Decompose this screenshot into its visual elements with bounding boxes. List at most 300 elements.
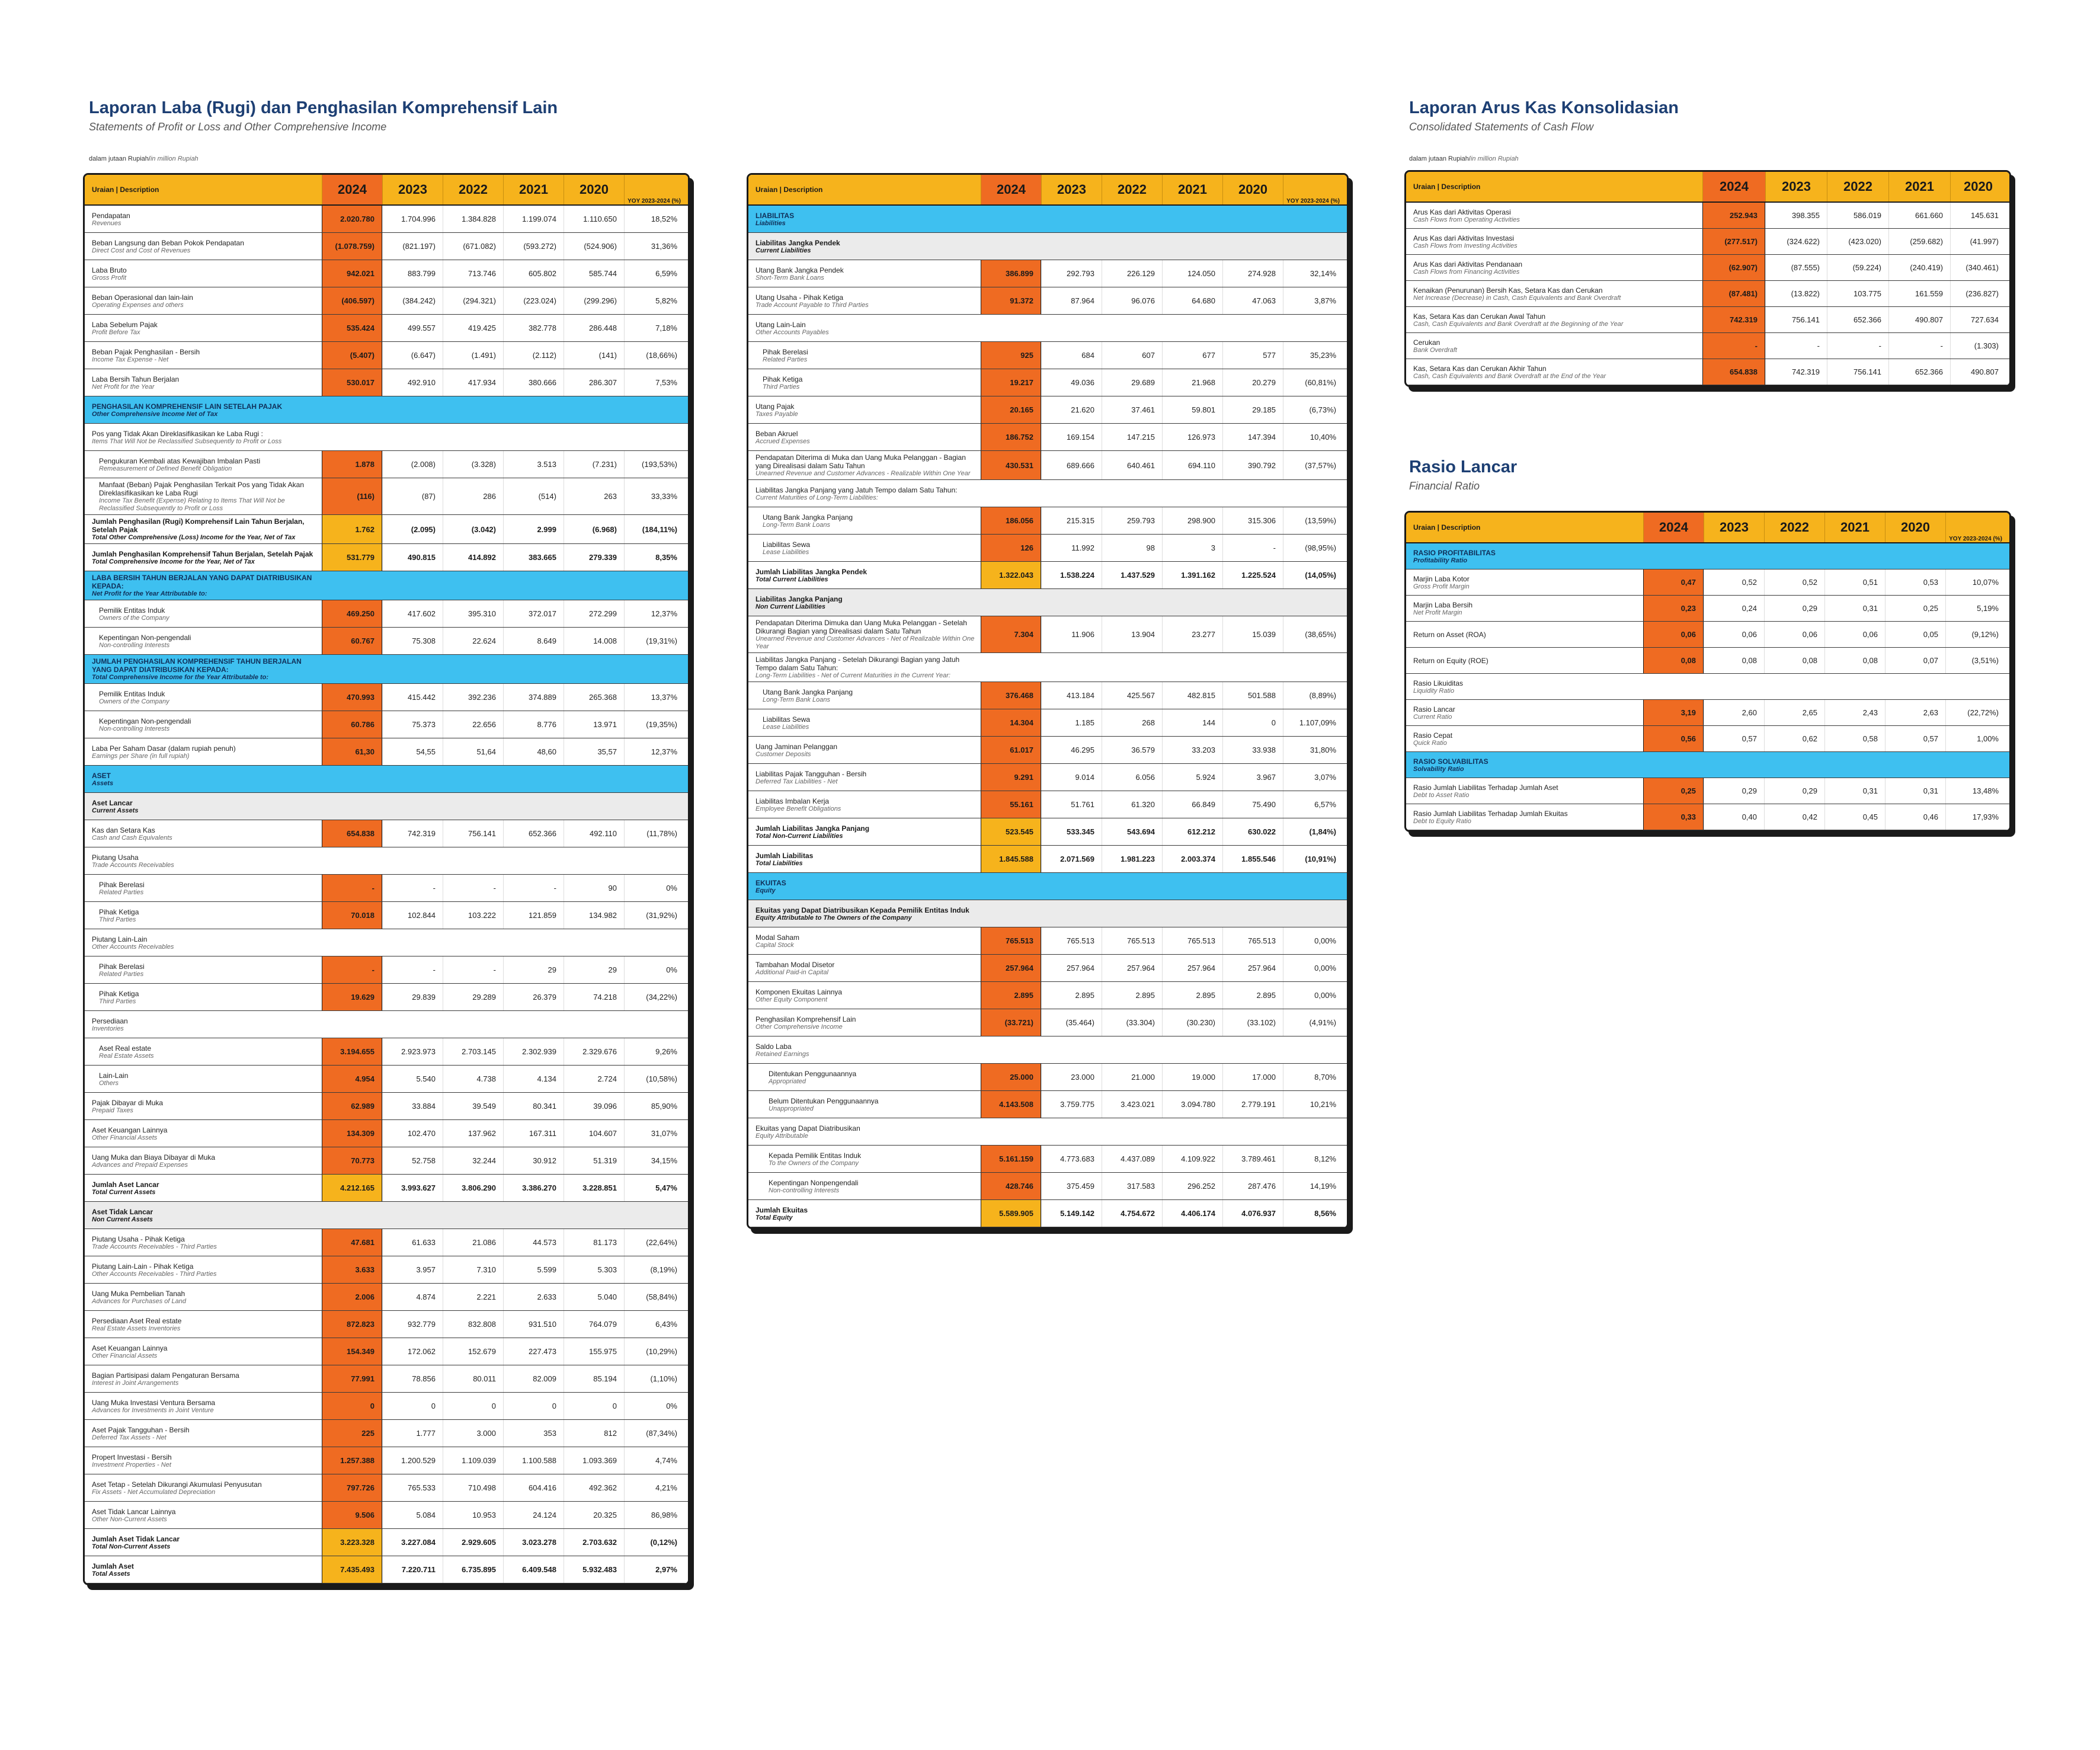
- value-col-3: 1.109.039: [443, 1447, 503, 1474]
- row-label-id: Return on Asset (ROA): [1413, 631, 1486, 639]
- table-row: [1406, 648, 2009, 674]
- value-col-5: 20.279: [1222, 369, 1283, 396]
- header-col-5: 2020: [1885, 513, 1945, 542]
- row-description: [1406, 752, 1643, 778]
- value-col-6: 13,37%: [624, 684, 684, 711]
- row-description: [1406, 229, 1702, 254]
- row-label-id: Rasio Lancar: [1413, 705, 1455, 714]
- table-row: [748, 589, 1347, 616]
- value-col-6: 2,97%: [624, 1556, 684, 1583]
- value-col-5: 5.040: [564, 1284, 624, 1310]
- section-header-row: [85, 766, 688, 793]
- row-label-id: Liabilitas Imbalan Kerja: [756, 796, 830, 805]
- value-col-6: 6,43%: [624, 1311, 684, 1338]
- row-description: [748, 1009, 981, 1036]
- value-col-2: 5.540: [382, 1066, 443, 1092]
- row-description: [1406, 570, 1643, 595]
- row-label-id: Ditentukan Penggunaannya: [769, 1069, 857, 1078]
- value-2024: 126: [981, 535, 1041, 561]
- header-col-4: 2021: [1888, 172, 1950, 201]
- value-2024: 186.752: [981, 424, 1041, 450]
- row-label-en: Non-controlling Interests: [99, 641, 170, 649]
- row-label-en: Total Other Comprehensive (Loss) Income for the Year, Net of Tax: [92, 534, 296, 541]
- row-description: [85, 1011, 322, 1038]
- row-description: [85, 315, 322, 341]
- value-col-3: 425.567: [1102, 682, 1162, 709]
- row-label-en: Non-controlling Interests: [99, 725, 170, 732]
- row-description: [748, 682, 981, 709]
- ratio-title: Rasio Lancar: [1409, 458, 1518, 476]
- value-col-5: 35,57: [564, 738, 624, 765]
- row-label-id: Pemilik Entitas Induk: [99, 689, 165, 698]
- row-description: [748, 737, 981, 763]
- value-col-5: [564, 929, 624, 956]
- table-row: [1406, 255, 2009, 281]
- value-col-3: (1.491): [443, 342, 503, 369]
- row-label-id: Utang Lain-Lain: [756, 320, 806, 329]
- value-col-4: 0,31: [1824, 778, 1885, 804]
- value-col-2: (384.242): [382, 287, 443, 314]
- value-col-2: 932.779: [382, 1311, 443, 1338]
- row-label-id: LIABILITAS: [756, 211, 795, 220]
- value-col-5: 14.008: [564, 628, 624, 654]
- value-col-3: 765.513: [1102, 927, 1162, 954]
- header-description: Uraian | Description: [1413, 523, 1481, 532]
- value-col-5: [1222, 900, 1283, 927]
- value-col-6: [1283, 480, 1343, 507]
- value-col-5: 104.607: [564, 1120, 624, 1147]
- row-label-id: Pendapatan Diterima Dimuka dan Uang Muka Pelanggan - Setelah Dikurangi Bagian yang Direalisasi dalam Satu Tahun: [756, 619, 967, 635]
- value-col-2: 11.906: [1041, 616, 1102, 652]
- value-col-3: [443, 396, 503, 423]
- value-col-3: [443, 424, 503, 450]
- table-row: [1406, 203, 2009, 229]
- header-col-6: YOY 2023-2024 (%): [1283, 175, 1343, 204]
- row-label-id: Aset Tidak Lancar Lainnya: [92, 1507, 176, 1516]
- row-description: [1406, 726, 1643, 751]
- income-statement-heading: [89, 97, 558, 134]
- table-row: [85, 984, 688, 1011]
- row-label-en: Net Profit for the Year Attributable to:: [92, 590, 207, 597]
- section-header-row: [85, 655, 688, 684]
- value-col-6: (31,92%): [624, 902, 684, 929]
- header-col-2: 2023: [382, 175, 443, 204]
- value-col-5: (6.968): [564, 515, 624, 543]
- table-row: [85, 424, 688, 451]
- row-description: [85, 260, 322, 287]
- value-col-3: [443, 847, 503, 874]
- value-col-4: 80.341: [503, 1093, 564, 1119]
- row-description: [1406, 255, 1702, 280]
- value-2024: [981, 480, 1041, 507]
- value-col-6: 9,26%: [624, 1038, 684, 1065]
- value-col-2: 3.993.627: [382, 1175, 443, 1201]
- value-col-4: 82.009: [503, 1365, 564, 1392]
- value-col-2: 51.761: [1041, 791, 1102, 818]
- row-label-id: Aset Real estate: [99, 1044, 152, 1052]
- value-col-3: 0,42: [1764, 804, 1824, 830]
- row-label-id: Utang Bank Jangka Panjang: [763, 513, 853, 522]
- value-col-3: 3.806.290: [443, 1175, 503, 1201]
- value-col-2: [1704, 543, 1764, 569]
- row-description: [85, 1202, 322, 1228]
- value-col-4: 0,45: [1824, 804, 1885, 830]
- row-label-en: Lease Liabilities: [763, 548, 809, 556]
- value-2024: 1.257.388: [322, 1447, 382, 1474]
- row-label-id: Arus Kas dari Aktivitas Investasi: [1413, 233, 1515, 242]
- value-2024: 7.435.493: [322, 1556, 382, 1583]
- row-label-en: Cash, Cash Equivalents and Bank Overdraft at the End of the Year: [1413, 372, 1606, 380]
- table-row: [85, 1093, 688, 1120]
- row-label-en: Owners of the Company: [99, 614, 169, 622]
- value-col-4: [1162, 480, 1222, 507]
- value-col-6: 7,53%: [624, 369, 684, 396]
- value-2024: (33.721): [981, 1009, 1041, 1036]
- row-label-id: Liabilitas Pajak Tangguhan - Bersih: [756, 769, 867, 778]
- row-label-en: Inventories: [92, 1025, 124, 1032]
- value-col-2: [1041, 233, 1102, 260]
- value-col-3: -: [443, 875, 503, 901]
- row-label-en: Non-controlling Interests: [769, 1186, 840, 1194]
- row-label-en: Net Increase (Decrease) in Cash, Cash Equivalents and Bank Overdraft: [1413, 294, 1621, 302]
- value-col-4: [503, 396, 564, 423]
- total-row: [748, 562, 1347, 589]
- row-description: [748, 1200, 981, 1227]
- row-label-en: Total Non-Current Liabilities: [756, 832, 843, 840]
- row-label-id: Utang Bank Jangka Pendek: [756, 265, 844, 274]
- row-label-en: Long-Term Bank Loans: [763, 696, 830, 703]
- row-description: [748, 764, 981, 791]
- row-label-id: Liabilitas Sewa: [763, 715, 811, 724]
- value-col-4: 677: [1162, 342, 1222, 369]
- table-row: [85, 1311, 688, 1338]
- value-col-4: -: [1888, 333, 1950, 359]
- row-label-id: Jumlah Liabilitas Jangka Panjang: [756, 824, 870, 833]
- table-row: [85, 847, 688, 875]
- value-col-4: 24.124: [503, 1502, 564, 1528]
- value-2024: 252.943: [1702, 203, 1765, 228]
- row-label-id: Rasio Jumlah Liabilitas Terhadap Jumlah Ekuitas: [1413, 809, 1568, 818]
- value-col-2: 4.874: [382, 1284, 443, 1310]
- value-col-5: 1.225.524: [1222, 562, 1283, 588]
- value-col-2: [1704, 752, 1764, 778]
- table-row: [85, 206, 688, 233]
- row-label-id: Jumlah Ekuitas: [756, 1205, 808, 1214]
- row-description: [85, 1420, 322, 1447]
- value-col-4: (593.272): [503, 233, 564, 260]
- value-col-4: [503, 766, 564, 792]
- value-col-2: 0: [382, 1393, 443, 1419]
- row-label-id: Uang Muka Pembelian Tanah: [92, 1289, 185, 1298]
- table-header-row: [85, 175, 688, 206]
- value-col-3: 13.904: [1102, 616, 1162, 652]
- value-col-5: 492.362: [564, 1474, 624, 1501]
- value-2024: 1.878: [322, 451, 382, 478]
- value-col-4: 5.924: [1162, 764, 1222, 791]
- row-description: [748, 1064, 981, 1090]
- value-col-6: 0%: [624, 1393, 684, 1419]
- value-col-6: 0,00%: [1283, 982, 1343, 1009]
- value-col-6: 6,57%: [1283, 791, 1343, 818]
- value-col-2: 11.992: [1041, 535, 1102, 561]
- value-col-6: (22,64%): [624, 1229, 684, 1256]
- value-col-6: (87,34%): [624, 1420, 684, 1447]
- row-description: [1406, 359, 1702, 385]
- value-col-4: 482.815: [1162, 682, 1222, 709]
- row-label-en: Lease Liabilities: [763, 723, 809, 731]
- value-col-3: 61.320: [1102, 791, 1162, 818]
- value-col-4: 8.776: [503, 711, 564, 738]
- value-col-4: 0: [503, 1393, 564, 1419]
- row-description: [1406, 648, 1643, 673]
- value-col-5: [1222, 589, 1283, 616]
- row-label-id: Piutang Usaha: [92, 853, 139, 862]
- row-description: [85, 1229, 322, 1256]
- value-col-3: 286: [443, 478, 503, 514]
- value-col-2: 0,08: [1704, 648, 1764, 673]
- header-col-6: YOY 2023-2024 (%): [624, 175, 684, 204]
- value-col-3: [1102, 900, 1162, 927]
- table-row: [85, 1202, 688, 1229]
- row-label-id: EKUITAS: [756, 878, 786, 887]
- row-description: [748, 616, 981, 652]
- row-label-en: Other Accounts Receivables - Third Parties: [92, 1270, 217, 1278]
- value-col-6: 35,23%: [1283, 342, 1343, 369]
- row-description: [748, 982, 981, 1009]
- value-2024: 942.021: [322, 260, 382, 287]
- header-col-5: 2020: [564, 175, 624, 204]
- unit-en: in million Rupiah: [1470, 155, 1519, 162]
- value-col-4: [503, 847, 564, 874]
- value-col-5: 279.339: [564, 544, 624, 571]
- value-col-2: 172.062: [382, 1338, 443, 1365]
- value-col-6: (22,72%): [1945, 700, 2006, 725]
- row-label-id: Pihak Berelasi: [99, 880, 145, 889]
- row-description: [748, 342, 981, 369]
- row-label-en: Customer Deposits: [756, 750, 811, 758]
- value-col-6: (14,05%): [1283, 562, 1343, 588]
- row-label-id: ASET: [92, 771, 111, 780]
- row-description: [1406, 674, 1643, 699]
- value-col-4: 0,58: [1824, 726, 1885, 751]
- row-description: [748, 927, 981, 954]
- row-label-en: Total Comprehensive Income for the Year Attributable to:: [92, 674, 269, 681]
- value-col-4: 298.900: [1162, 507, 1222, 534]
- value-col-3: [1102, 653, 1162, 682]
- row-label-id: Aset Tetap - Setelah Dikurangi Akumulasi Penyusutan: [92, 1480, 262, 1489]
- cashflow-title: Laporan Arus Kas Konsolidasian: [1409, 98, 1679, 117]
- row-label-id: Jumlah Liabilitas Jangka Pendek: [756, 567, 867, 576]
- value-2024: [981, 900, 1041, 927]
- table-row: [748, 535, 1347, 562]
- value-col-6: 4,21%: [624, 1474, 684, 1501]
- table-row: [85, 1393, 688, 1420]
- value-col-3: 3.000: [443, 1420, 503, 1447]
- value-col-3: 32.244: [443, 1147, 503, 1174]
- row-label-id: Beban Langsung dan Beban Pokok Pendapatan: [92, 238, 244, 247]
- value-col-2: 5.084: [382, 1502, 443, 1528]
- header-col-1: 2024: [322, 175, 382, 204]
- row-label-id: Ekuitas yang Dapat Diatribusikan Kepada Pemilik Entitas Induk: [756, 906, 969, 914]
- row-description: [85, 233, 322, 260]
- value-col-2: [1041, 480, 1102, 507]
- row-description: [85, 1338, 322, 1365]
- value-col-5: [564, 396, 624, 423]
- row-description: [85, 600, 322, 627]
- row-label-en: Third Parties: [763, 383, 800, 391]
- value-col-6: [1283, 589, 1343, 616]
- value-col-5: 134.982: [564, 902, 624, 929]
- value-col-3: 2.929.605: [443, 1529, 503, 1556]
- total-row: [85, 544, 688, 571]
- row-label-en: Equity Attributable to The Owners of the Company: [756, 914, 912, 922]
- value-col-2: 7.220.711: [382, 1556, 443, 1583]
- value-col-6: 8,35%: [624, 544, 684, 571]
- header-col-6: YOY 2023-2024 (%): [1945, 513, 2006, 542]
- row-description: [1406, 333, 1702, 359]
- row-label-id: Ekuitas yang Dapat Diatribusikan: [756, 1124, 860, 1132]
- value-col-5: [1222, 1118, 1283, 1145]
- value-col-6: 5,47%: [624, 1175, 684, 1201]
- value-col-2: [1041, 873, 1102, 900]
- value-col-4: 5.599: [503, 1256, 564, 1283]
- row-label-en: Additional Paid-in Capital: [756, 968, 828, 976]
- value-2024: (5.407): [322, 342, 382, 369]
- row-label-id: Tambahan Modal Disetor: [756, 960, 835, 969]
- value-2024: 14.304: [981, 709, 1041, 736]
- value-col-5: (524.906): [564, 233, 624, 260]
- row-description: [85, 515, 322, 543]
- row-description: [85, 984, 322, 1010]
- value-2024: 91.372: [981, 287, 1041, 314]
- value-col-5: [1222, 206, 1283, 232]
- table-row: [85, 369, 688, 396]
- value-col-3: 832.808: [443, 1311, 503, 1338]
- row-label-id: Propert Investasi - Bersih: [92, 1453, 172, 1461]
- row-label-id: Piutang Lain-Lain - Pihak Ketiga: [92, 1262, 194, 1271]
- value-col-2: [1704, 674, 1764, 699]
- value-2024: 3,19: [1643, 700, 1704, 725]
- value-col-6: (3,51%): [1945, 648, 2006, 673]
- value-col-5: 764.079: [564, 1311, 624, 1338]
- row-label-id: Pihak Berelasi: [763, 347, 808, 356]
- row-description: [748, 1146, 981, 1172]
- row-label-id: Pihak Berelasi: [99, 962, 145, 971]
- row-description: [85, 875, 322, 901]
- value-col-2: 883.799: [382, 260, 443, 287]
- row-label-en: Deferred Tax Liabilities - Net: [756, 778, 838, 785]
- value-col-4: (30.230): [1162, 1009, 1222, 1036]
- value-col-6: 5,82%: [624, 287, 684, 314]
- value-col-2: 2.923.973: [382, 1038, 443, 1065]
- row-label-en: Total Assets: [92, 1570, 130, 1578]
- value-col-6: 1,00%: [1945, 726, 2006, 751]
- value-col-5: [1222, 233, 1283, 260]
- value-col-3: [443, 571, 503, 600]
- table-row: [748, 451, 1347, 480]
- value-col-5: (41.997): [1950, 229, 2006, 254]
- row-label-en: Profitability Ratio: [1413, 556, 1468, 564]
- value-2024: [322, 1202, 382, 1228]
- value-col-5: 0,53: [1885, 570, 1945, 595]
- value-col-4: 382.778: [503, 315, 564, 341]
- row-label-id: Pajak Dibayar di Muka: [92, 1098, 164, 1107]
- value-2024: 77.991: [322, 1365, 382, 1392]
- value-col-2: 490.815: [382, 544, 443, 571]
- header-col-2: 2023: [1704, 513, 1764, 542]
- value-col-5: [1222, 1036, 1283, 1063]
- value-col-3: 0: [443, 1393, 503, 1419]
- value-col-3: 607: [1102, 342, 1162, 369]
- value-col-2: 765.533: [382, 1474, 443, 1501]
- value-col-6: [1283, 233, 1343, 260]
- row-description: [748, 396, 981, 423]
- value-col-2: -: [382, 875, 443, 901]
- table-row: [748, 369, 1347, 396]
- value-col-6: (19,35%): [624, 711, 684, 738]
- value-col-3: 3.423.021: [1102, 1091, 1162, 1118]
- value-col-4: (223.024): [503, 287, 564, 314]
- value-2024: [981, 1118, 1041, 1145]
- value-col-3: -: [1827, 333, 1888, 359]
- value-col-5: 315.306: [1222, 507, 1283, 534]
- row-description: [748, 846, 981, 872]
- value-col-4: 2.999: [503, 515, 564, 543]
- income-statement-title: Laporan Laba (Rugi) dan Penghasilan Komprehensif Lain: [89, 98, 558, 117]
- table-row: [85, 1284, 688, 1311]
- header-col-2: 2023: [1765, 172, 1827, 201]
- value-col-3: 22.656: [443, 711, 503, 738]
- table-row: [748, 709, 1347, 737]
- row-label-en: Equity Attributable: [756, 1132, 808, 1140]
- row-label-id: Utang Usaha - Pihak Ketiga: [756, 293, 844, 302]
- row-description: [85, 655, 322, 683]
- row-label-en: Related Parties: [763, 356, 808, 363]
- value-2024: 19.217: [981, 369, 1041, 396]
- row-description: [1406, 700, 1643, 725]
- row-label-id: Cerukan: [1413, 338, 1440, 347]
- value-col-6: (60,81%): [1283, 369, 1343, 396]
- value-col-5: 51.319: [564, 1147, 624, 1174]
- value-col-3: (33.304): [1102, 1009, 1162, 1036]
- value-2024: 0,08: [1643, 648, 1704, 673]
- value-col-5: 630.022: [1222, 818, 1283, 845]
- value-2024: 5.589.905: [981, 1200, 1041, 1227]
- value-col-3: [1764, 674, 1824, 699]
- value-col-2: 375.459: [1041, 1173, 1102, 1199]
- value-col-3: 257.964: [1102, 955, 1162, 981]
- value-col-4: 23.277: [1162, 616, 1222, 652]
- value-2024: 19.629: [322, 984, 382, 1010]
- value-col-5: 390.792: [1222, 451, 1283, 479]
- value-2024: 25.000: [981, 1064, 1041, 1090]
- value-2024: 654.838: [1702, 359, 1765, 385]
- row-label-id: Uang Muka dan Biaya Dibayar di Muka: [92, 1153, 216, 1162]
- value-2024: (87.481): [1702, 281, 1765, 306]
- value-col-5: [564, 1202, 624, 1228]
- row-label-en: Debt to Equity Ratio: [1413, 817, 1471, 825]
- row-label-id: Rasio Likuiditas: [1413, 679, 1464, 687]
- value-col-4: 21.968: [1162, 369, 1222, 396]
- value-2024: [322, 793, 382, 820]
- value-2024: 55.161: [981, 791, 1041, 818]
- value-col-5: [564, 847, 624, 874]
- row-label-id: Pemilik Entitas Induk: [99, 606, 165, 615]
- value-col-5: 39.096: [564, 1093, 624, 1119]
- value-col-2: 742.319: [1765, 359, 1827, 385]
- row-label-en: Accrued Expenses: [756, 437, 810, 445]
- value-col-6: 3,07%: [1283, 764, 1343, 791]
